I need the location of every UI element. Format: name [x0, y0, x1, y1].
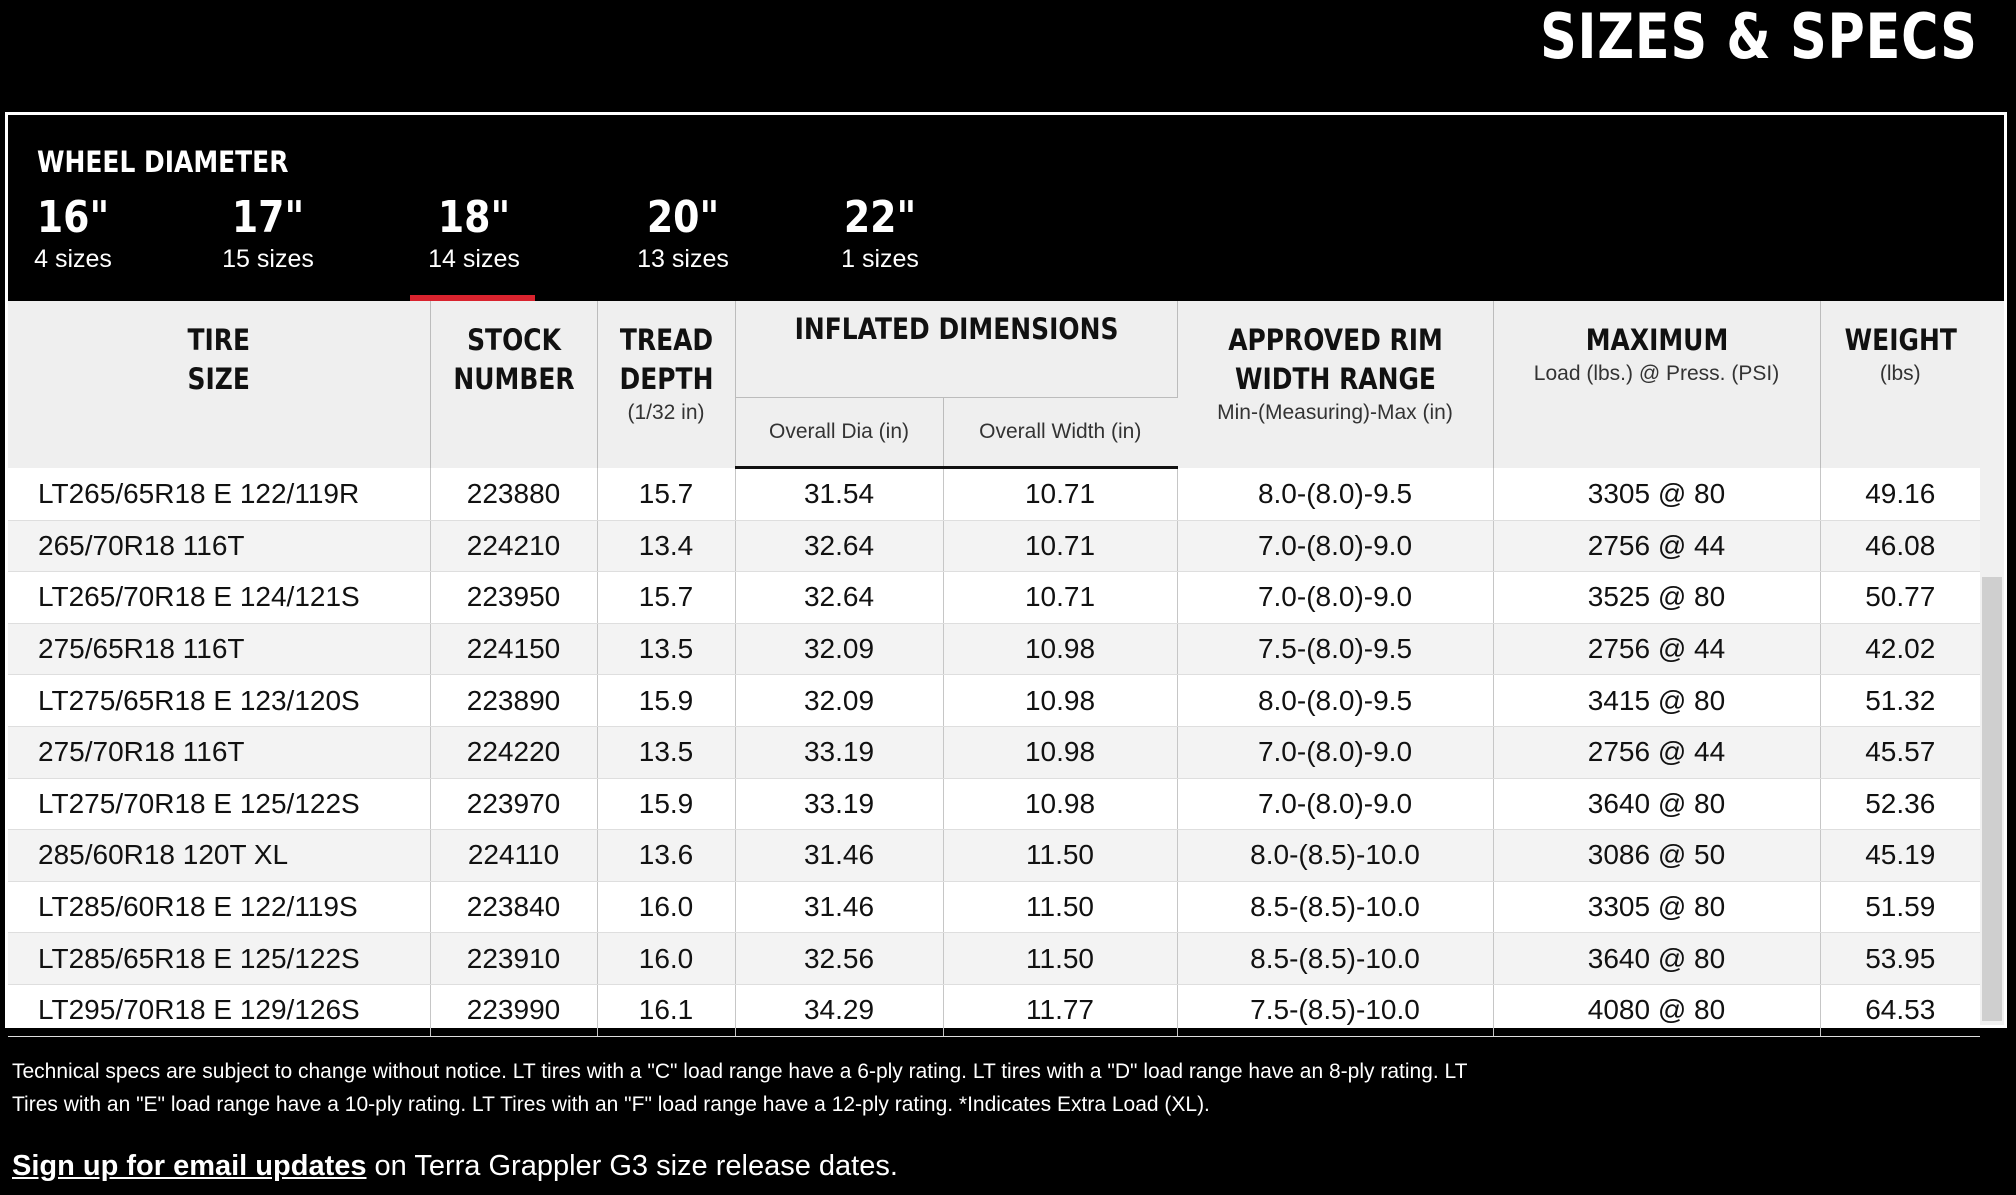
footnote: Technical specs are subject to change without notice. LT tires with a "C" load range have a 6-ply rating. LT tires with a "D" load range have an 8-ply rating. LT Tires with an "E" load range have a 10-ply rating. LT Tires with an "F" load range have a 12-ply rating. *Indicates Extra Load (XL).	[12, 1060, 1468, 1116]
table-row	[8, 623, 1980, 675]
tab-20-inch[interactable]	[618, 192, 748, 275]
table-cell: 3525 @ 80	[1493, 572, 1820, 624]
table-row	[8, 881, 1980, 933]
table-cell: 16.0	[597, 933, 735, 985]
table-cell: 8.0-(8.0)-9.5	[1177, 675, 1493, 727]
header-text: STOCK	[466, 323, 561, 357]
table-cell: 15.9	[597, 675, 735, 727]
tab-diameter: 17"	[231, 192, 305, 243]
table-cell: 224210	[430, 520, 597, 572]
table-cell: 223880	[430, 468, 597, 521]
table-cell: LT295/70R18 E 129/126S	[8, 984, 430, 1036]
header-text: APPROVED RIM	[1227, 323, 1443, 357]
header-text: NUMBER	[452, 362, 575, 396]
table-cell: 10.71	[943, 520, 1177, 572]
table-cell: 10.71	[943, 468, 1177, 521]
table-row	[8, 830, 1980, 882]
table-cell: 223970	[430, 778, 597, 830]
table-cell: LT265/65R18 E 122/119R	[8, 468, 430, 521]
col-stock-number	[430, 301, 597, 468]
table-cell: 8.0-(8.0)-9.5	[1177, 468, 1493, 521]
table-cell: 51.32	[1820, 675, 1980, 727]
table-cell: 3305 @ 80	[1493, 881, 1820, 933]
table-row	[8, 468, 1980, 521]
header-subtext: (1/32 in)	[627, 401, 705, 424]
table-cell: 10.98	[943, 623, 1177, 675]
tab-count: 14 sizes	[428, 245, 520, 273]
tab-diameter: 22"	[843, 192, 917, 243]
table-cell: LT285/65R18 E 125/122S	[8, 933, 430, 985]
tab-17-inch[interactable]	[208, 192, 328, 275]
table-cell: 15.9	[597, 778, 735, 830]
table-cell: 32.56	[735, 933, 943, 985]
table-cell: 2756 @ 44	[1493, 520, 1820, 572]
table-cell: 50.77	[1820, 572, 1980, 624]
table-cell: 13.4	[597, 520, 735, 572]
table-cell: 7.5-(8.0)-9.5	[1177, 623, 1493, 675]
tab-count: 4 sizes	[34, 245, 112, 273]
signup-text: on Terra Grappler G3 size release dates.	[366, 1150, 898, 1182]
tab-count: 1 sizes	[841, 245, 919, 273]
col-overall-dia: Overall Dia (in)	[735, 398, 943, 468]
table-cell: 32.09	[735, 623, 943, 675]
header-text: INFLATED DIMENSIONS	[794, 312, 1118, 346]
table-cell: 64.53	[1820, 984, 1980, 1036]
table-cell: 46.08	[1820, 520, 1980, 572]
signup-line	[12, 1150, 898, 1183]
table-cell: 11.50	[943, 933, 1177, 985]
table-cell: LT285/60R18 E 122/119S	[8, 881, 430, 933]
table-cell: 265/70R18 116T	[8, 520, 430, 572]
tab-diameter: 20"	[646, 192, 720, 243]
table-cell: 8.5-(8.5)-10.0	[1177, 881, 1493, 933]
table-cell: 10.98	[943, 726, 1177, 778]
table-cell: 45.57	[1820, 726, 1980, 778]
table-cell: 3305 @ 80	[1493, 468, 1820, 521]
table-cell: 2756 @ 44	[1493, 726, 1820, 778]
table-cell: 7.0-(8.0)-9.0	[1177, 778, 1493, 830]
col-tire-size	[8, 301, 430, 468]
table-cell: 3640 @ 80	[1493, 933, 1820, 985]
page-title: SIZES & SPECS	[1540, 0, 1978, 73]
table-cell: LT275/65R18 E 123/120S	[8, 675, 430, 727]
table-cell: 13.5	[597, 623, 735, 675]
table-cell: 32.64	[735, 572, 943, 624]
table-cell: 8.0-(8.5)-10.0	[1177, 830, 1493, 882]
table-cell: 31.46	[735, 830, 943, 882]
table-cell: 33.19	[735, 726, 943, 778]
header-text: WEIGHT	[1844, 323, 1957, 357]
header-text: MAXIMUM	[1585, 323, 1728, 357]
table-cell: 10.98	[943, 778, 1177, 830]
table-cell: 2756 @ 44	[1493, 623, 1820, 675]
col-maximum	[1493, 301, 1820, 468]
scrollbar-thumb[interactable]	[1982, 577, 2002, 1021]
header-text: TIRE	[187, 323, 251, 357]
table-row	[8, 572, 1980, 624]
table-cell: 7.0-(8.0)-9.0	[1177, 726, 1493, 778]
table-cell: 11.77	[943, 984, 1177, 1036]
table-cell: 32.09	[735, 675, 943, 727]
table-cell: 13.5	[597, 726, 735, 778]
table-cell: 53.95	[1820, 933, 1980, 985]
tab-22-inch[interactable]	[820, 192, 940, 275]
table-cell: 3086 @ 50	[1493, 830, 1820, 882]
table-cell: 51.59	[1820, 881, 1980, 933]
table-cell: 31.46	[735, 881, 943, 933]
col-tread-depth	[597, 301, 735, 468]
specs-table-container	[8, 301, 2004, 1025]
table-cell: 275/70R18 116T	[8, 726, 430, 778]
tab-diameter: 18"	[437, 192, 511, 243]
table-cell: 11.50	[943, 881, 1177, 933]
table-cell: 3415 @ 80	[1493, 675, 1820, 727]
table-row	[8, 675, 1980, 727]
table-cell: 223840	[430, 881, 597, 933]
table-cell: 42.02	[1820, 623, 1980, 675]
table-cell: LT275/70R18 E 125/122S	[8, 778, 430, 830]
table-cell: 16.0	[597, 881, 735, 933]
table-cell: 223910	[430, 933, 597, 985]
table-cell: 224220	[430, 726, 597, 778]
table-cell: 33.19	[735, 778, 943, 830]
table-row	[8, 520, 1980, 572]
table-cell: 275/65R18 116T	[8, 623, 430, 675]
wheel-diameter-label: WHEEL DIAMETER	[37, 145, 289, 179]
header-text: WIDTH RANGE	[1234, 362, 1436, 396]
table-cell: 10.71	[943, 572, 1177, 624]
table-cell: 52.36	[1820, 778, 1980, 830]
table-row	[8, 933, 1980, 985]
col-weight	[1820, 301, 1980, 468]
table-cell: 8.5-(8.5)-10.0	[1177, 933, 1493, 985]
tab-18-inch[interactable]	[414, 192, 534, 275]
header-subtext: (lbs)	[1879, 362, 1921, 385]
header-text: TREAD	[619, 323, 713, 357]
table-cell: 11.50	[943, 830, 1177, 882]
table-row	[8, 778, 1980, 830]
table-cell: 16.1	[597, 984, 735, 1036]
tab-diameter: 16"	[36, 192, 110, 243]
table-scrollbar[interactable]	[1980, 301, 2004, 1025]
header-subtext: Load (lbs.) @ Press. (PSI)	[1533, 362, 1780, 385]
table-cell: 7.0-(8.0)-9.0	[1177, 520, 1493, 572]
col-overall-width: Overall Width (in)	[943, 398, 1177, 468]
table-cell: 49.16	[1820, 468, 1980, 521]
table-cell: 7.0-(8.0)-9.0	[1177, 572, 1493, 624]
table-cell: 45.19	[1820, 830, 1980, 882]
table-row	[8, 984, 1980, 1036]
col-inflated-dimensions	[735, 301, 1177, 398]
table-cell: 32.64	[735, 520, 943, 572]
table-cell: 224150	[430, 623, 597, 675]
table-cell: 34.29	[735, 984, 943, 1036]
table-cell: 224110	[430, 830, 597, 882]
table-cell: LT265/70R18 E 124/121S	[8, 572, 430, 624]
table-cell: 10.98	[943, 675, 1177, 727]
table-cell: 223890	[430, 675, 597, 727]
table-cell: 15.7	[597, 572, 735, 624]
table-cell: 223990	[430, 984, 597, 1036]
table-cell: 7.5-(8.5)-10.0	[1177, 984, 1493, 1036]
table-cell: 13.6	[597, 830, 735, 882]
header-subtext: Min-(Measuring)-Max (in)	[1217, 401, 1453, 424]
table-cell: 223950	[430, 572, 597, 624]
table-cell: 31.54	[735, 468, 943, 521]
table-row	[8, 726, 1980, 778]
email-signup-link[interactable]: Sign up for email updates	[12, 1150, 367, 1182]
tab-count: 15 sizes	[222, 245, 314, 273]
table-cell: 3640 @ 80	[1493, 778, 1820, 830]
table-cell: 4080 @ 80	[1493, 984, 1820, 1036]
col-approved-rim	[1177, 301, 1493, 468]
table-cell: 285/60R18 120T XL	[8, 830, 430, 882]
header-text: DEPTH	[619, 362, 713, 396]
tab-count: 13 sizes	[637, 245, 729, 273]
sizes-panel	[5, 112, 2007, 1028]
specs-table	[8, 301, 1980, 1037]
header-text: SIZE	[187, 362, 250, 396]
table-cell: 15.7	[597, 468, 735, 521]
tab-16-inch[interactable]	[18, 192, 128, 275]
